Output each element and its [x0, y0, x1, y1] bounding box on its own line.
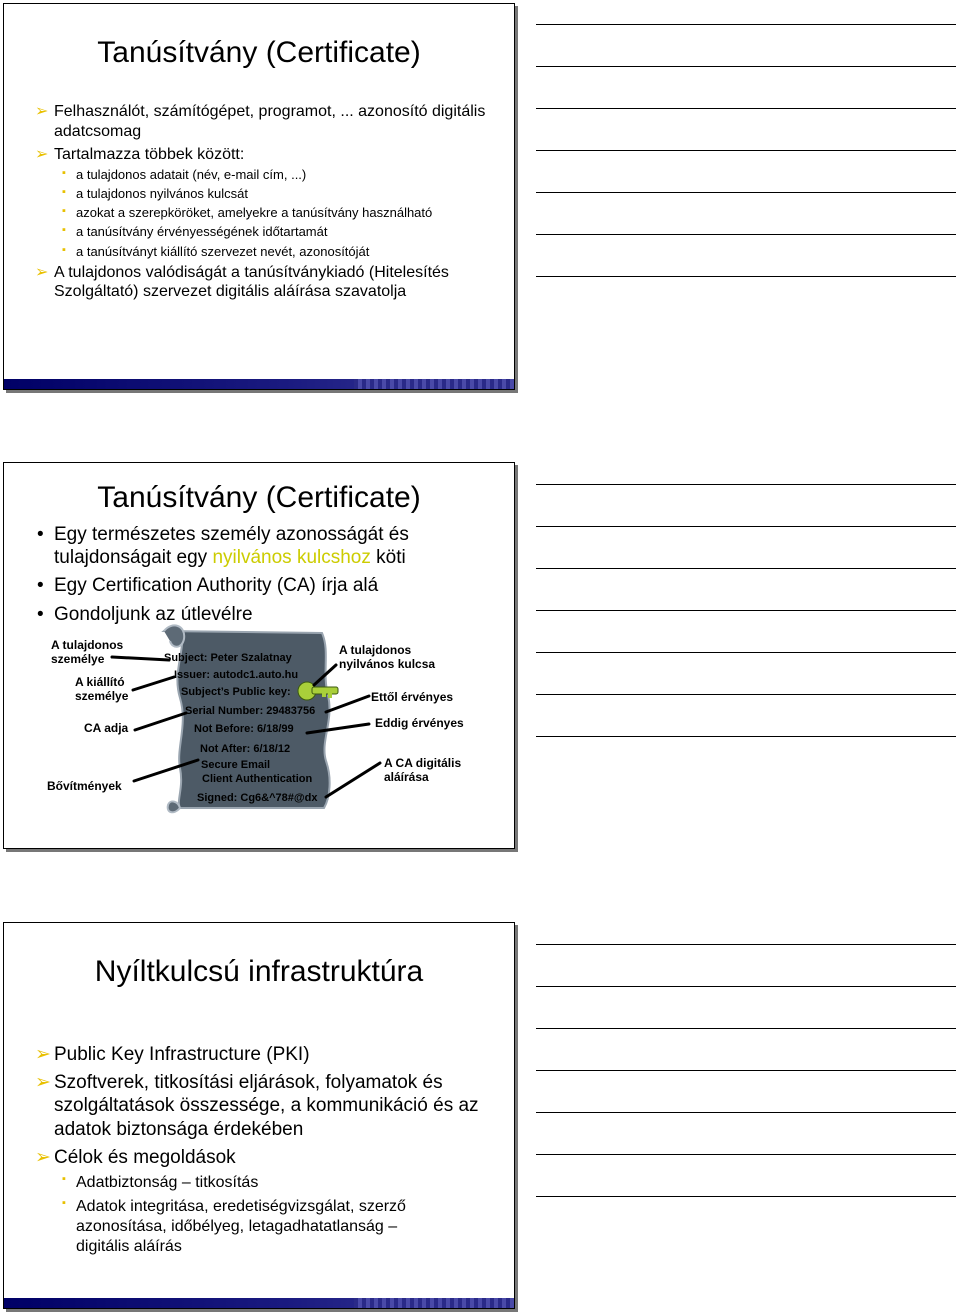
label-public-key: A tulajdonos nyilvános kulcsa — [339, 643, 436, 672]
slide-2 — [3, 462, 515, 849]
bullet-item: ➢ Szoftverek, titkosítási eljárások, folyamatok és szolgáltatások összessége, a kommunikáció és az adatok biztonsága érdekében — [35, 1072, 479, 1140]
bullet-item: ➢ Felhasználót, számítógépet, programot, ... azonosító digitális adatcsomag — [35, 103, 486, 140]
highlight-public-key: nyilvános kulcshoz — [212, 547, 371, 569]
slide-1-bullets — [4, 102, 509, 302]
arrow-bullet-icon: ➢ — [35, 1146, 51, 1168]
bullet-item: • Gondoljunk az útlevélre — [37, 603, 253, 625]
square-bullet-icon: ▪ — [62, 185, 66, 198]
slide-footer-bar — [4, 379, 514, 389]
cert-public-key: Subject’s Public key: — [181, 686, 291, 698]
arrow-bullet-icon: ➢ — [35, 1072, 51, 1094]
sub-bullet-item: ▪ azokat a szerepköröket, amelyekre a tanúsítvány használható — [62, 205, 433, 221]
cert-serial: Serial Number: 29483756 — [185, 705, 316, 717]
square-bullet-icon: ▪ — [62, 1196, 66, 1209]
dot-bullet-icon: • — [37, 524, 44, 545]
label-issuer: A kiállító személye — [75, 675, 129, 704]
label-valid-from: Ettől érvényes — [371, 690, 454, 704]
label-ca: CA adja — [84, 721, 129, 735]
notes-lines-1 — [536, 0, 956, 300]
notes-lines-2 — [536, 460, 956, 760]
label-ca-signature: A CA digitális aláírása — [384, 756, 462, 785]
slide-3 — [3, 922, 515, 1309]
bullet-item: • Egy Certification Authority (CA) írja alá — [37, 575, 379, 597]
bullet-item: ➢ Public Key Infrastructure (PKI) — [35, 1044, 310, 1065]
arrow-bullet-icon: ➢ — [35, 1044, 51, 1065]
square-bullet-icon: ▪ — [62, 166, 66, 179]
square-bullet-icon: ▪ — [62, 243, 66, 256]
square-bullet-icon: ▪ — [62, 1172, 66, 1185]
dot-bullet-icon: • — [37, 575, 44, 597]
cert-signed: Signed: Cg6&^78#@dx — [197, 792, 318, 804]
cert-not-after: Not After: 6/18/12 — [200, 743, 291, 755]
sub-bullet-item: ▪ a tulajdonos nyilvános kulcsát — [62, 185, 248, 201]
dot-bullet-icon: • — [37, 603, 44, 625]
arrow-bullet-icon: ➢ — [35, 263, 49, 281]
sub-bullet-item: ▪ a tanúsítványt kiállító szervezet nevét, azonosítóját — [62, 243, 370, 259]
sub-bullet-item: ▪ a tanúsítvány érvényességének időtartamát — [62, 224, 328, 240]
sub-bullet-item: ▪ Adatbiztonság – titkosítás — [62, 1172, 259, 1191]
sub-bullet-item: ▪ a tulajdonos adatait (név, e-mail cím, ...) — [62, 166, 307, 182]
slide-2-title: Tanúsítvány (Certificate) — [97, 481, 421, 514]
square-bullet-icon: ▪ — [62, 224, 66, 237]
label-owner: A tulajdonos személye — [51, 638, 124, 667]
label-extensions: Bővítmények — [47, 779, 122, 793]
notes-lines-3 — [536, 920, 956, 1220]
slide-3-title: Nyíltkulcsú infrastruktúra — [94, 955, 424, 988]
bullet-item: ➢ Célok és megoldások — [35, 1146, 236, 1168]
bullet-item: • Egy természetes személy azonosságát és tulajdonságait egy nyilvános kulcshoz köti — [37, 524, 409, 569]
bullet-item: ➢ Tartalmazza többek között: — [35, 146, 245, 164]
bullet-item: ➢ A tulajdonos valódiságát a tanúsítványkiadó (Hitelesítés Szolgáltató) szervezet digitális aláírása szavatolja — [35, 263, 449, 301]
cert-issuer: Issuer: autodc1.auto.hu — [174, 669, 299, 681]
cert-client-auth: Client Authentication — [202, 773, 313, 785]
cert-secure-email: Secure Email — [201, 759, 271, 771]
slide-1 — [3, 3, 515, 390]
cert-not-before: Not Before: 6/18/99 — [194, 723, 294, 735]
cert-subject: Subject: Peter Szalatnay — [164, 652, 292, 664]
slide-1-title: Tanúsítvány (Certificate) — [97, 36, 421, 69]
label-valid-until: Eddig érvényes — [375, 716, 464, 730]
slide-footer-bar — [4, 1298, 514, 1308]
arrow-bullet-icon: ➢ — [35, 146, 49, 164]
sub-bullet-item: ▪ Adatok integritása, eredetiségvizsgálat, szerző azonosítása, időbélyeg, letagadhatatlanság – digitális aláírás — [62, 1196, 406, 1255]
slide-3-bullets — [4, 1043, 509, 1257]
square-bullet-icon: ▪ — [62, 205, 66, 218]
arrow-bullet-icon: ➢ — [35, 103, 49, 120]
